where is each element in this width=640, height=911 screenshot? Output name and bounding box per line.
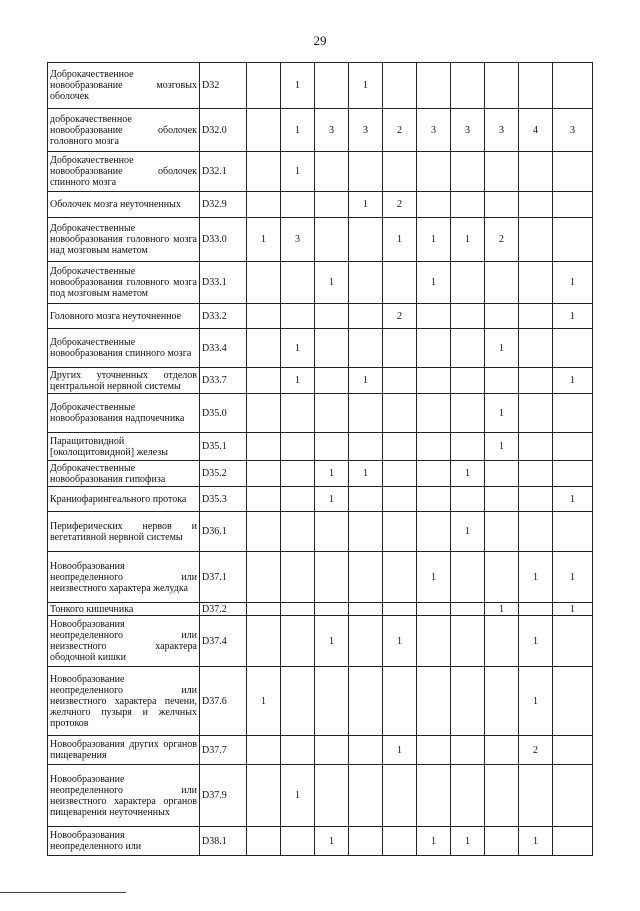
row-value-col-1	[247, 552, 281, 603]
row-value-col-10: 1	[553, 262, 593, 304]
row-value-col-9	[519, 152, 553, 192]
row-value-col-4	[349, 512, 383, 552]
row-value-col-3: 1	[315, 616, 349, 667]
row-name: Новообразования неопределенного или неизвестного характера желудка	[48, 552, 200, 603]
row-value-col-10	[553, 765, 593, 827]
row-value-col-9	[519, 192, 553, 218]
row-value-col-3	[315, 304, 349, 329]
table-row	[48, 487, 593, 512]
row-value-col-10	[553, 616, 593, 667]
row-value-col-5	[383, 262, 417, 304]
row-value-col-5	[383, 152, 417, 192]
row-value-col-7	[451, 736, 485, 765]
row-code: D38.1	[200, 827, 247, 856]
row-value-col-8	[485, 63, 519, 109]
row-value-col-6	[417, 461, 451, 487]
row-value-col-1	[247, 152, 281, 192]
row-value-col-4	[349, 765, 383, 827]
table-row	[48, 109, 593, 152]
row-value-col-9	[519, 304, 553, 329]
row-value-col-8: 1	[485, 329, 519, 368]
row-value-col-7	[451, 262, 485, 304]
row-value-col-1	[247, 736, 281, 765]
row-value-col-1	[247, 304, 281, 329]
row-value-col-10	[553, 433, 593, 461]
row-value-col-3	[315, 512, 349, 552]
row-value-col-1	[247, 827, 281, 856]
row-value-col-10: 1	[553, 487, 593, 512]
row-value-col-1	[247, 765, 281, 827]
row-value-col-7: 1	[451, 218, 485, 262]
row-value-col-9	[519, 765, 553, 827]
row-value-col-10	[553, 461, 593, 487]
row-value-col-6	[417, 394, 451, 433]
row-value-col-10: 1	[553, 368, 593, 394]
row-value-col-7	[451, 329, 485, 368]
table-body	[48, 63, 593, 856]
row-value-col-9	[519, 487, 553, 512]
row-value-col-9	[519, 63, 553, 109]
row-value-col-3	[315, 394, 349, 433]
row-name: доброкачественное новообразование оболочек головного мозга	[48, 109, 200, 152]
row-value-col-4	[349, 262, 383, 304]
row-code: D32.0	[200, 109, 247, 152]
row-value-col-3	[315, 368, 349, 394]
row-value-col-6	[417, 667, 451, 736]
row-value-col-5	[383, 461, 417, 487]
row-value-col-2	[281, 487, 315, 512]
row-value-col-7	[451, 552, 485, 603]
row-value-col-2: 1	[281, 63, 315, 109]
row-value-col-7	[451, 487, 485, 512]
row-value-col-1	[247, 368, 281, 394]
row-value-col-6	[417, 765, 451, 827]
row-code: D33.2	[200, 304, 247, 329]
row-value-col-8: 1	[485, 433, 519, 461]
table-row	[48, 827, 593, 856]
row-value-col-8	[485, 667, 519, 736]
row-value-col-8	[485, 368, 519, 394]
row-name: Доброкачественные новообразования спинного мозга	[48, 329, 200, 368]
row-value-col-1: 1	[247, 218, 281, 262]
row-code: D32.1	[200, 152, 247, 192]
table-row	[48, 667, 593, 736]
row-value-col-2	[281, 262, 315, 304]
row-value-col-9	[519, 218, 553, 262]
row-value-col-3	[315, 329, 349, 368]
row-value-col-9	[519, 512, 553, 552]
row-value-col-4: 1	[349, 461, 383, 487]
row-value-col-10: 3	[553, 109, 593, 152]
row-value-col-2	[281, 304, 315, 329]
row-value-col-5: 1	[383, 736, 417, 765]
row-value-col-6: 1	[417, 262, 451, 304]
row-value-col-5	[383, 368, 417, 394]
row-value-col-4	[349, 736, 383, 765]
row-value-col-5	[383, 63, 417, 109]
row-value-col-4	[349, 304, 383, 329]
row-value-col-4: 3	[349, 109, 383, 152]
row-value-col-6	[417, 616, 451, 667]
row-value-col-5	[383, 827, 417, 856]
row-value-col-2	[281, 603, 315, 616]
table-row	[48, 603, 593, 616]
row-value-col-7	[451, 192, 485, 218]
row-value-col-4	[349, 329, 383, 368]
row-value-col-4: 1	[349, 368, 383, 394]
row-name: Доброкачественное новообразование мозговых оболочек	[48, 63, 200, 109]
row-value-col-4	[349, 603, 383, 616]
row-name: Доброкачественные новообразования надпочечника	[48, 394, 200, 433]
table-row	[48, 368, 593, 394]
row-value-col-10: 1	[553, 552, 593, 603]
row-value-col-10	[553, 63, 593, 109]
table-row	[48, 192, 593, 218]
row-value-col-7	[451, 152, 485, 192]
row-value-col-8	[485, 827, 519, 856]
row-value-col-2: 3	[281, 218, 315, 262]
row-name: Новообразование неопределенного или неизвестного характера печени, желчного пузыря и желчных протоков	[48, 667, 200, 736]
row-value-col-8	[485, 152, 519, 192]
row-value-col-2	[281, 736, 315, 765]
row-code: D35.2	[200, 461, 247, 487]
row-value-col-1	[247, 262, 281, 304]
row-value-col-9: 2	[519, 736, 553, 765]
row-value-col-1	[247, 512, 281, 552]
row-value-col-1	[247, 487, 281, 512]
row-value-col-9	[519, 368, 553, 394]
row-value-col-1	[247, 394, 281, 433]
row-value-col-2	[281, 552, 315, 603]
row-value-col-9	[519, 603, 553, 616]
row-value-col-9: 1	[519, 552, 553, 603]
table-row	[48, 736, 593, 765]
row-value-col-6	[417, 603, 451, 616]
row-value-col-2	[281, 461, 315, 487]
row-value-col-6	[417, 329, 451, 368]
row-name: Доброкачественные новообразования гипофиза	[48, 461, 200, 487]
row-value-col-6	[417, 487, 451, 512]
row-value-col-10	[553, 218, 593, 262]
row-value-col-8	[485, 512, 519, 552]
row-value-col-1	[247, 63, 281, 109]
row-code: D33.1	[200, 262, 247, 304]
table-row	[48, 616, 593, 667]
table-row	[48, 765, 593, 827]
row-value-col-4	[349, 827, 383, 856]
row-value-col-5	[383, 329, 417, 368]
row-value-col-3	[315, 552, 349, 603]
row-value-col-6	[417, 304, 451, 329]
footer-divider	[0, 892, 126, 893]
row-name: Оболочек мозга неуточненных	[48, 192, 200, 218]
row-value-col-5	[383, 394, 417, 433]
row-value-col-5: 1	[383, 218, 417, 262]
row-value-col-6: 1	[417, 218, 451, 262]
row-value-col-8: 3	[485, 109, 519, 152]
row-name: Тонкого кишечника	[48, 603, 200, 616]
row-value-col-3	[315, 433, 349, 461]
row-value-col-4: 1	[349, 63, 383, 109]
row-value-col-7: 1	[451, 512, 485, 552]
row-value-col-4	[349, 552, 383, 603]
table-row	[48, 304, 593, 329]
row-value-col-10	[553, 192, 593, 218]
row-code: D33.0	[200, 218, 247, 262]
row-value-col-9	[519, 394, 553, 433]
row-value-col-7	[451, 603, 485, 616]
row-code: D35.0	[200, 394, 247, 433]
row-name: Доброкачественные новообразования головного мозга под мозговым наметом	[48, 262, 200, 304]
row-name: Головного мозга неуточненное	[48, 304, 200, 329]
table-row	[48, 461, 593, 487]
row-value-col-10: 1	[553, 304, 593, 329]
row-value-col-7	[451, 616, 485, 667]
row-value-col-3	[315, 765, 349, 827]
row-value-col-7: 1	[451, 461, 485, 487]
table-row	[48, 394, 593, 433]
row-value-col-2: 1	[281, 765, 315, 827]
row-value-col-2	[281, 667, 315, 736]
table-row	[48, 152, 593, 192]
row-name: Других уточненных отделов центральной нервной системы	[48, 368, 200, 394]
row-value-col-5: 2	[383, 304, 417, 329]
row-value-col-8: 1	[485, 603, 519, 616]
row-value-col-10: 1	[553, 603, 593, 616]
row-value-col-3	[315, 218, 349, 262]
row-value-col-4	[349, 218, 383, 262]
row-value-col-4	[349, 152, 383, 192]
table-row	[48, 329, 593, 368]
row-value-col-7: 1	[451, 827, 485, 856]
page-number: 29	[313, 33, 327, 48]
row-value-col-4	[349, 433, 383, 461]
row-code: D37.9	[200, 765, 247, 827]
row-value-col-1	[247, 433, 281, 461]
row-code: D37.1	[200, 552, 247, 603]
row-value-col-3	[315, 667, 349, 736]
row-value-col-5: 2	[383, 192, 417, 218]
row-value-col-2: 1	[281, 109, 315, 152]
row-value-col-8	[485, 616, 519, 667]
row-name: Краниофарингеального протока	[48, 487, 200, 512]
row-value-col-1	[247, 192, 281, 218]
row-value-col-9: 1	[519, 667, 553, 736]
row-name: Новообразования неопределенного или неизвестного характера ободочной кишки	[48, 616, 200, 667]
row-value-col-1	[247, 616, 281, 667]
row-value-col-10	[553, 736, 593, 765]
row-value-col-8	[485, 552, 519, 603]
row-value-col-9	[519, 329, 553, 368]
row-value-col-10	[553, 667, 593, 736]
row-value-col-2	[281, 616, 315, 667]
row-name: Новообразования неопределенного или	[48, 827, 200, 856]
row-value-col-8	[485, 192, 519, 218]
table-row	[48, 63, 593, 109]
row-value-col-5	[383, 603, 417, 616]
row-value-col-3	[315, 192, 349, 218]
row-value-col-10	[553, 394, 593, 433]
row-value-col-2: 1	[281, 152, 315, 192]
row-value-col-4	[349, 394, 383, 433]
row-value-col-2	[281, 827, 315, 856]
row-value-col-9: 4	[519, 109, 553, 152]
table-row	[48, 512, 593, 552]
row-value-col-9: 1	[519, 616, 553, 667]
row-value-col-9	[519, 461, 553, 487]
row-value-col-8	[485, 765, 519, 827]
row-value-col-5	[383, 552, 417, 603]
table-row	[48, 552, 593, 603]
row-value-col-8	[485, 304, 519, 329]
row-value-col-4: 1	[349, 192, 383, 218]
row-value-col-8: 1	[485, 394, 519, 433]
row-value-col-1: 1	[247, 667, 281, 736]
row-code: D36.1	[200, 512, 247, 552]
row-value-col-7	[451, 433, 485, 461]
data-table	[47, 62, 593, 856]
row-value-col-7	[451, 304, 485, 329]
row-value-col-8	[485, 736, 519, 765]
row-value-col-3: 1	[315, 487, 349, 512]
row-code: D33.7	[200, 368, 247, 394]
row-value-col-10	[553, 329, 593, 368]
row-value-col-6	[417, 736, 451, 765]
row-code: D37.7	[200, 736, 247, 765]
row-code: D37.2	[200, 603, 247, 616]
row-code: D37.6	[200, 667, 247, 736]
row-value-col-6: 3	[417, 109, 451, 152]
row-name: Новообразование неопределенного или неизвестного характера органов пищеварения неуточненных	[48, 765, 200, 827]
row-code: D35.1	[200, 433, 247, 461]
row-name: Доброкачественные новообразования головного мозга над мозговым наметом	[48, 218, 200, 262]
row-name: Новообразования других органов пищеварения	[48, 736, 200, 765]
row-value-col-6	[417, 63, 451, 109]
row-value-col-2	[281, 512, 315, 552]
row-value-col-9: 1	[519, 827, 553, 856]
row-value-col-1	[247, 329, 281, 368]
row-value-col-7	[451, 394, 485, 433]
row-value-col-5: 1	[383, 616, 417, 667]
table-row	[48, 218, 593, 262]
row-value-col-3	[315, 152, 349, 192]
row-code: D37.4	[200, 616, 247, 667]
row-value-col-8	[485, 487, 519, 512]
row-code: D32.9	[200, 192, 247, 218]
row-name: Периферических нервов и вегетативной нервной системы	[48, 512, 200, 552]
row-value-col-5: 2	[383, 109, 417, 152]
row-code: D32	[200, 63, 247, 109]
row-value-col-10	[553, 152, 593, 192]
row-value-col-4	[349, 667, 383, 736]
row-value-col-7	[451, 368, 485, 394]
row-value-col-6	[417, 368, 451, 394]
row-value-col-7	[451, 765, 485, 827]
row-value-col-9	[519, 262, 553, 304]
row-value-col-2: 1	[281, 368, 315, 394]
row-code: D33.4	[200, 329, 247, 368]
row-value-col-2	[281, 394, 315, 433]
row-value-col-6: 1	[417, 827, 451, 856]
row-value-col-3: 1	[315, 461, 349, 487]
row-value-col-5	[383, 667, 417, 736]
row-value-col-1	[247, 109, 281, 152]
table-row	[48, 262, 593, 304]
row-name: Доброкачественное новообразование оболочек спинного мозга	[48, 152, 200, 192]
row-value-col-5	[383, 487, 417, 512]
row-value-col-5	[383, 433, 417, 461]
row-code: D35.3	[200, 487, 247, 512]
row-value-col-8	[485, 262, 519, 304]
row-value-col-5	[383, 765, 417, 827]
row-value-col-4	[349, 487, 383, 512]
row-value-col-4	[349, 616, 383, 667]
row-value-col-10	[553, 512, 593, 552]
row-value-col-3: 1	[315, 827, 349, 856]
row-value-col-2	[281, 192, 315, 218]
row-value-col-3	[315, 736, 349, 765]
row-value-col-3: 1	[315, 262, 349, 304]
row-value-col-6: 1	[417, 552, 451, 603]
row-value-col-7: 3	[451, 109, 485, 152]
table-row	[48, 433, 593, 461]
row-value-col-1	[247, 603, 281, 616]
row-value-col-10	[553, 827, 593, 856]
row-value-col-2: 1	[281, 329, 315, 368]
row-value-col-7	[451, 63, 485, 109]
row-value-col-6	[417, 152, 451, 192]
row-value-col-6	[417, 192, 451, 218]
row-value-col-9	[519, 433, 553, 461]
row-value-col-8: 2	[485, 218, 519, 262]
row-value-col-6	[417, 433, 451, 461]
row-name: Паращитовидной [околощитовидной] железы	[48, 433, 200, 461]
row-value-col-1	[247, 461, 281, 487]
row-value-col-8	[485, 461, 519, 487]
row-value-col-3	[315, 63, 349, 109]
row-value-col-3	[315, 603, 349, 616]
row-value-col-3: 3	[315, 109, 349, 152]
row-value-col-2	[281, 433, 315, 461]
row-value-col-5	[383, 512, 417, 552]
row-value-col-7	[451, 667, 485, 736]
row-value-col-6	[417, 512, 451, 552]
